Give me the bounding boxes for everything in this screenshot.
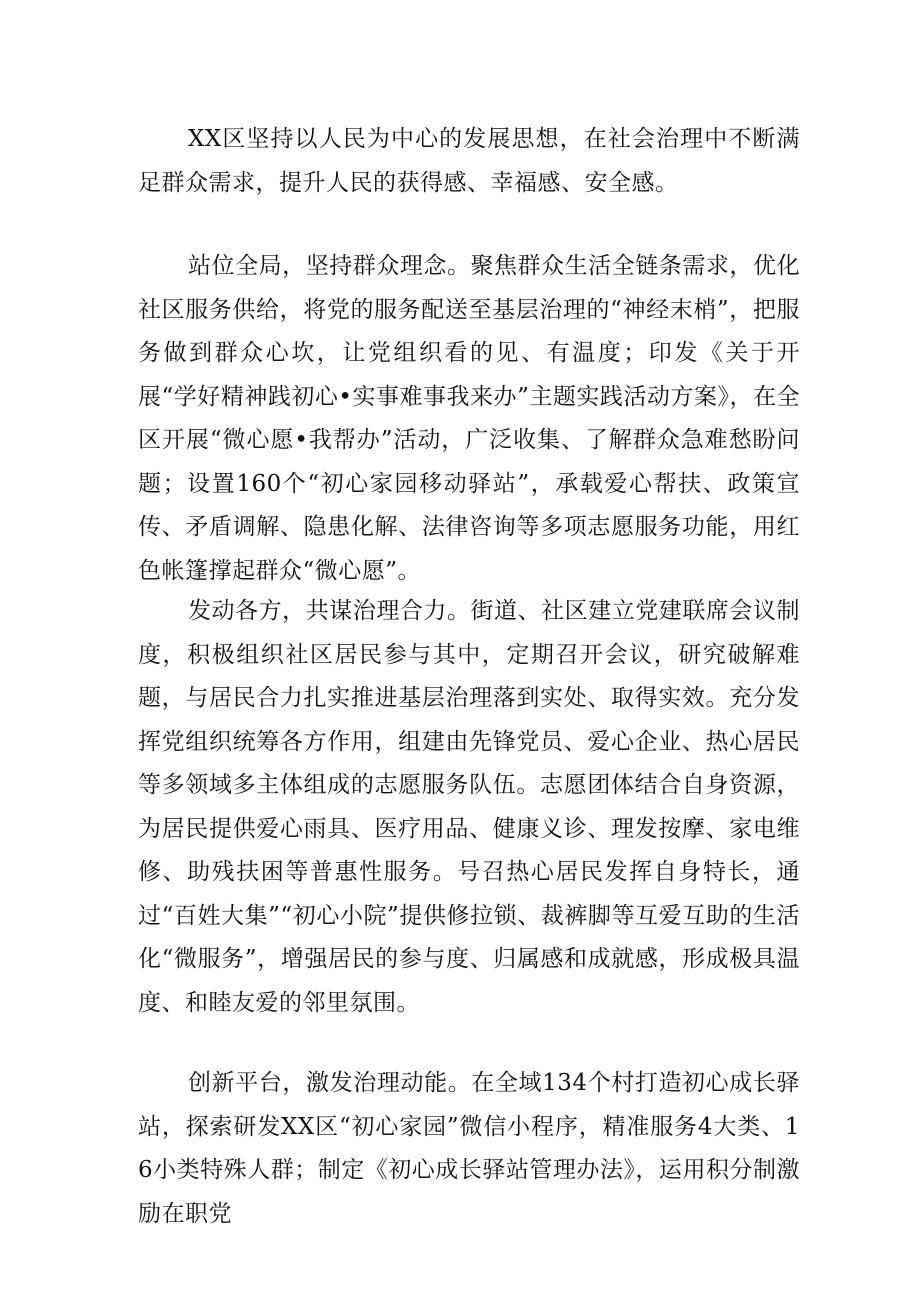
paragraph-mass-concept: 站位全局，坚持群众理念。聚焦群众生活全链条需求，优化社区服务供给，将党的服务配送至基层治理的“神经末梢”，把服务做到群众心坎，让党组织看的见、有温度；印发《关于开展“学好精神践初心•实事难事我来办”主题实践活动方案》，在全区开展“微心愿•我帮办”活动，广泛收集、了解群众急难愁盼问题；设置160个“初心家园移动驿站”，承载爱心帮扶、政策宣传、矛盾调解、隐患化解、法律咨询等多项志愿服务功能，用红色帐篷撑起群众“微心愿”。 [138,253,800,584]
paragraph-innovation-platform: 创新平台，激发治理动能。在全域134个村打造初心成长驿站，探索研发XX区“初心家园”微信小程序，精准服务4大类、16小类特殊人群；制定《初心成长驿站管理办法》，运用积分制激励在职党 [138,1070,800,1227]
paragraph-joint-governance: 发动各方，共谋治理合力。街道、社区建立党建联席会议制度，积极组织社区居民参与其中，定期召开会议，研究破解难题，与居民合力扎实推进基层治理落到实处、取得实效。充分发挥党组织统筹各方作用，组建由先锋党员、爱心企业、热心居民等多领域多主体组成的志愿服务队伍。志愿团体结合自身资源，为居民提供爱心雨具、医疗用品、健康义诊、理发按摩、家电维修、助残扶困等普惠性服务。号召热心居民发挥自身特长，通过“百姓大集”“初心小院”提供修拉锁、裁裤脚等互爱互助的生活化“微服务”，增强居民的参与度、归属感和成就感，形成极具温度、和睦友爱的邻里氛围。 [138,598,800,1016]
paragraph-intro: XX区坚持以人民为中心的发展思想，在社会治理中不断满足群众需求，提升人民的获得感、幸福感、安全感。 [138,126,800,196]
